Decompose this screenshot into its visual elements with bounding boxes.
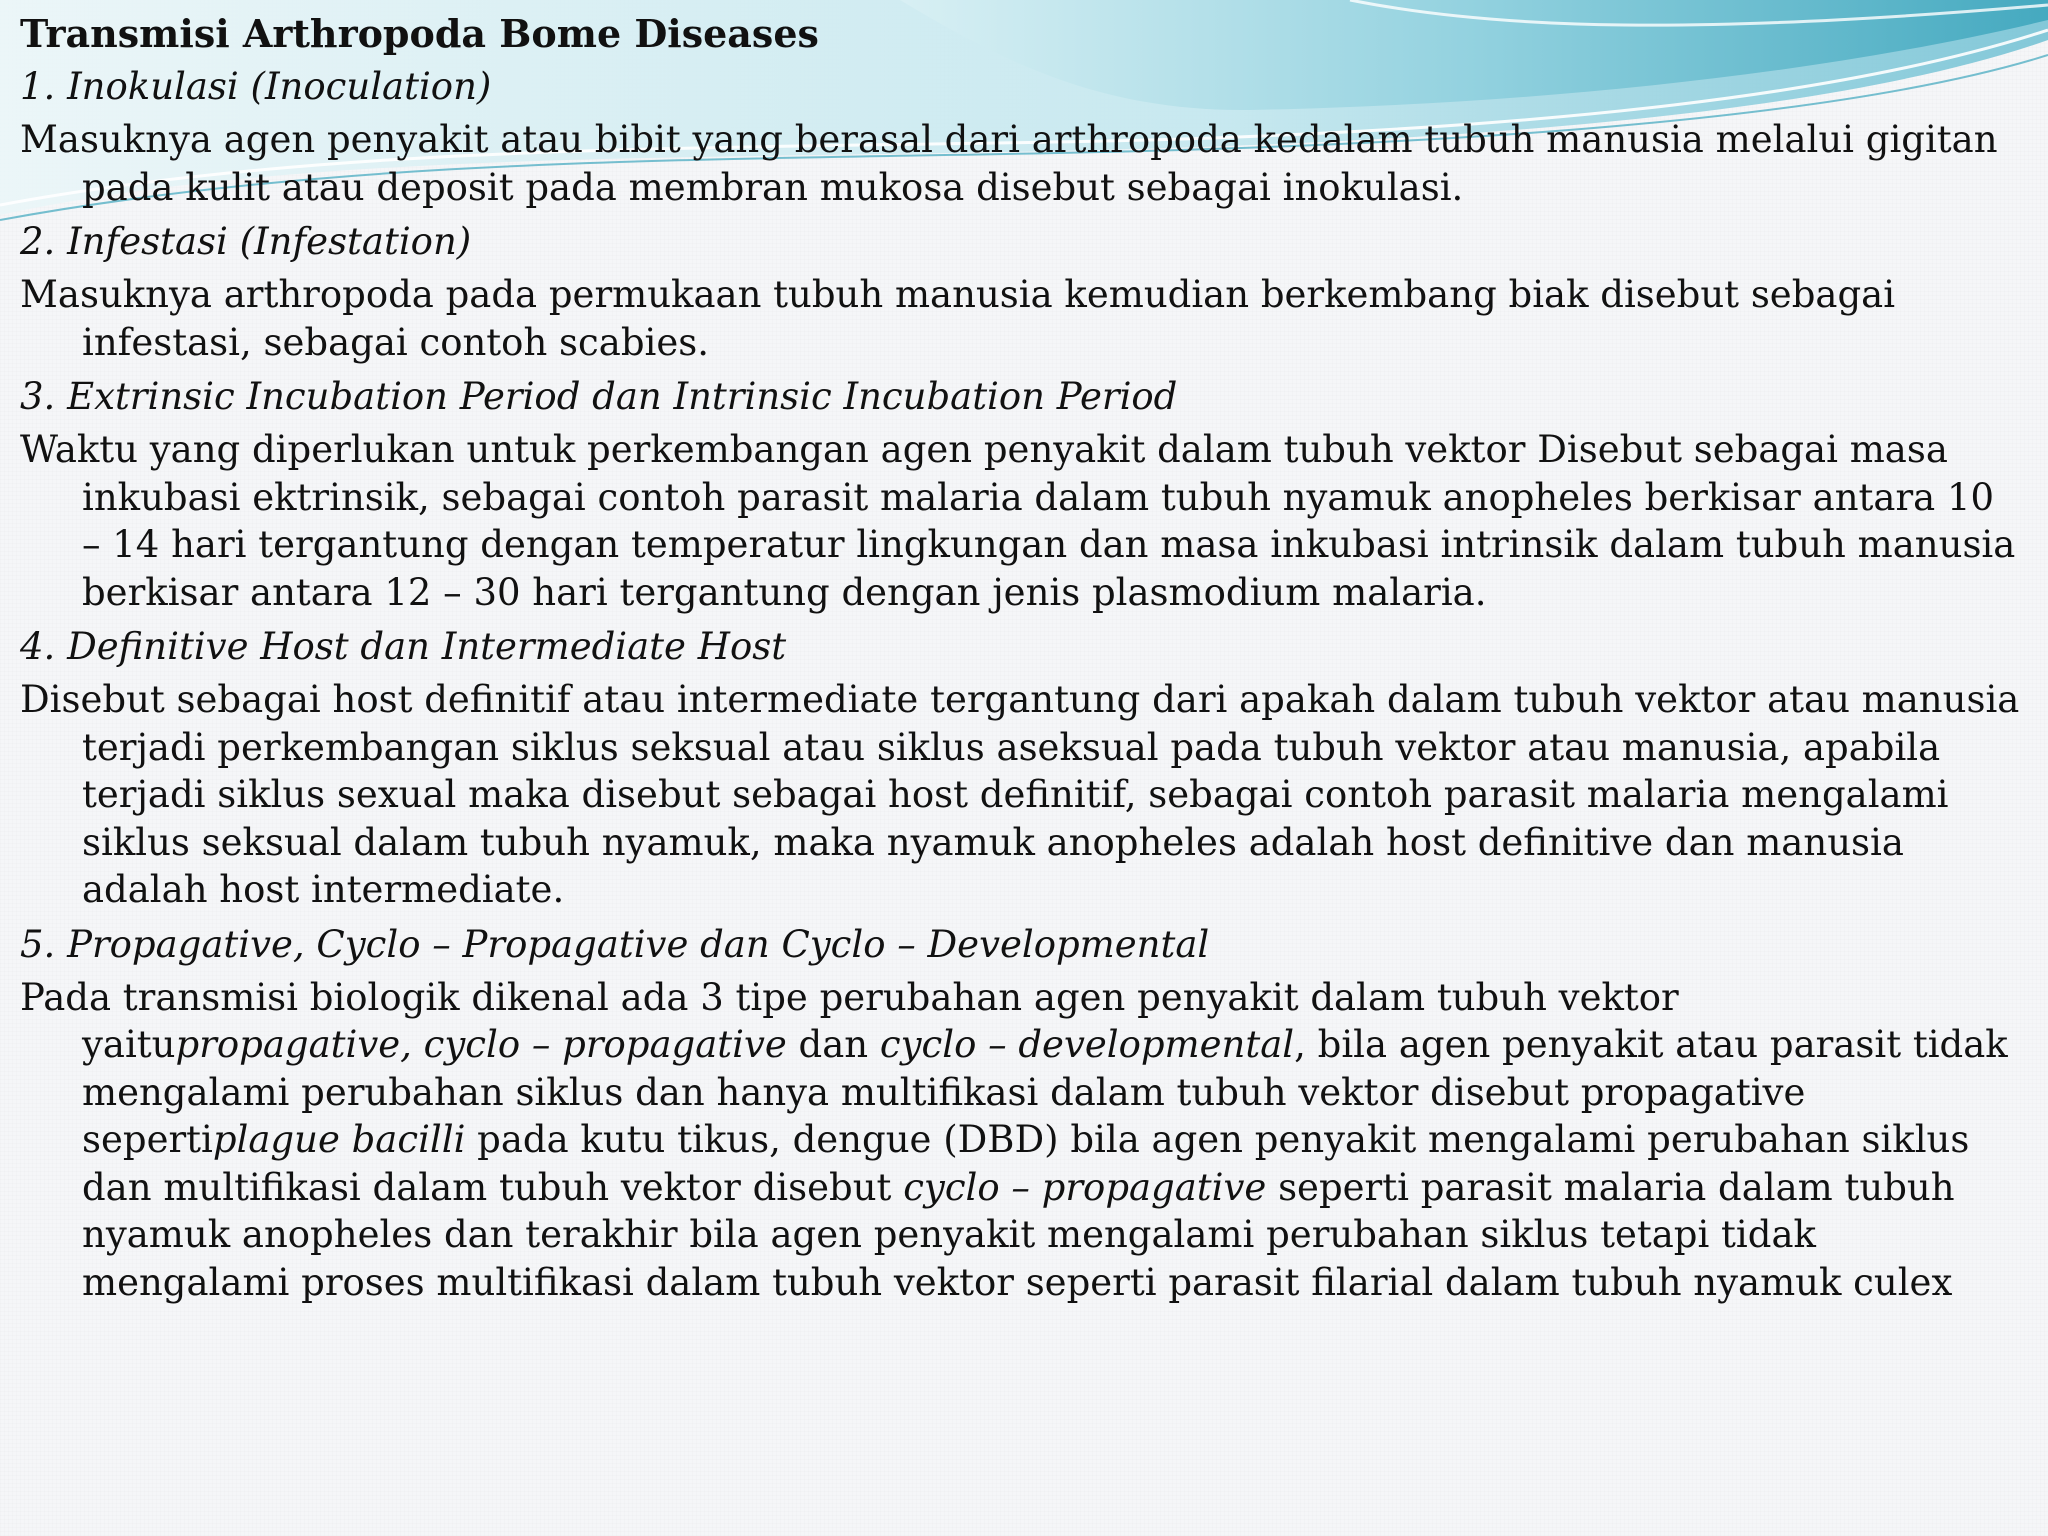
- section-4-body: Disebut sebagai host definitif atau intermediate tergantung dari apakah dalam tubuh vektor atau manusia terjadi perkembangan siklus seksual atau siklus aseksual pada tubuh vektor atau manusia, apabila terjadi siklus sexual maka disebut sebagai host definitif, sebagai contoh parasit malaria mengalami siklus seksual dalam tubuh nyamuk, maka nyamuk anopheles adalah host definitive dan manusia adalah host intermediate.: [20, 678, 2020, 911]
- section-5-heading: 5. Propagative, Cyclo – Propagative dan Cyclo – Developmental: [20, 922, 1210, 966]
- section-2-body: Masuknya arthropoda pada permukaan tubuh manusia kemudian berkembang biak disebut sebagai infestasi, sebagai contoh scabies.: [20, 273, 1896, 364]
- slide-content: [20, 10, 2020, 1314]
- section-5-body-part: seperti parasit malaria dalam tubuh nyamuk anopheles dan terakhir bila agen penyakit mengalami perubahan siklus tetapi tidak mengalami proses multifikasi dalam tubuh vektor seperti parasit filarial dalam tubuh nyamuk culex: [82, 1165, 1955, 1304]
- section-5-body-part: cyclo – developmental: [879, 1023, 1295, 1066]
- section-4-heading: 4. Definitive Host dan Intermediate Host: [20, 625, 787, 668]
- section-5-body-part: Pada transmisi biologik dikenal ada 3 tipe perubahan agen penyakit dalam tubuh vektor yaitu: [20, 975, 1679, 1066]
- section-5-body-part: dan: [786, 1023, 880, 1066]
- section-3-heading: 3. Extrinsic Incubation Period dan Intrinsic Incubation Period: [20, 375, 1178, 418]
- slide-title: Transmisi Arthropoda Bome Diseases: [20, 11, 819, 56]
- section-5-body-part: cyclo – propagative: [903, 1165, 1267, 1209]
- section-3-body: Waktu yang diperlukan untuk perkembangan agen penyakit dalam tubuh vektor Disebut sebagai masa inkubasi ektrinsik, sebagai contoh parasit malaria dalam tubuh nyamuk anopheles berkisar antara 10 – 14 hari tergantung dengan temperatur lingkungan dan masa inkubasi intrinsik dalam tubuh manusia berkisar antara 12 – 30 hari tergantung dengan jenis plasmodium malaria.: [20, 428, 2016, 614]
- section-5-body-part: plague bacilli: [212, 1118, 466, 1161]
- section-5-body-part: propagative, cyclo – propagative: [175, 1023, 787, 1066]
- section-5-body: [20, 974, 2020, 1307]
- section-5-body-part: pada kutu tikus, dengue (DBD) bila agen penyakit mengalami perubahan siklus dan multifikasi dalam tubuh vektor disebut: [82, 1118, 1970, 1209]
- section-1-heading: 1. Inokulasi (Inoculation): [20, 65, 492, 108]
- section-1-body: Masuknya agen penyakit atau bibit yang berasal dari arthropoda kedalam tubuh manusia melalui gigitan pada kulit atau deposit pada membran mukosa disebut sebagai inokulasi.: [20, 118, 1998, 209]
- section-5-body-part: , bila agen penyakit atau parasit tidak mengalami perubahan siklus dan hanya multifikasi dalam tubuh vektor disebut propagative seperti: [82, 1023, 2008, 1161]
- section-2-heading: 2. Infestasi (Infestation): [20, 220, 472, 263]
